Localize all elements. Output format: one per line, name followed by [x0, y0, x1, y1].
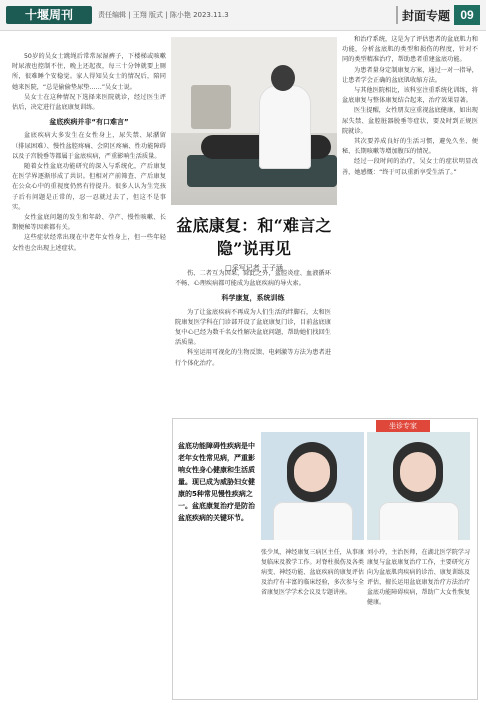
article-paragraph: 盆底疾病大多发生在女性身上，尿失禁、尿潴留（排尿困难）、慢性盆腔疼痛、会阴区疼痛、性功能障碍以及子宫脱垂等都属于盆底疾病，严重影响生活质量。: [12, 132, 166, 160]
article-title: 盆底康复：和“难言之隐”说再见: [176, 216, 332, 258]
face: [400, 452, 436, 492]
main-photo: [171, 37, 337, 205]
subheading: 盆底疾病并非“有口难言”: [49, 118, 129, 127]
headline-block: [171, 213, 337, 273]
article-paragraph: 为了让盆底疾病不再成为人们生活的绊脚石，太和医院康复医学科在门诊部开设了盆底康复门诊，目前盆底康复中心已经为数千名女性解决盆底问题，帮助她们找回生活质量。: [175, 308, 331, 347]
expert-bio-1: 张少凤，神经康复三病区主任，从事康复临床及教学工作。对脊柱损伤及各类病变、神经功能、盆底疾病的康复评估及治疗有丰富的临床经验，多次参与全省康复医学学术会议及专题讲座。: [261, 549, 364, 596]
expert-photo-2: [367, 432, 470, 540]
white-coat: [273, 502, 353, 540]
section-header: [396, 5, 480, 25]
article-column-2: [175, 269, 331, 429]
subheading: 科学康复，系统训练: [221, 294, 285, 303]
article-paragraph: 50岁的吴女士跳绳后常常尿湿裤子，下楼梯或咳嗽时尿液也控制不住，晚上还起夜，每三十分钟就要上厕所，很难睡个安稳觉。家人得知吴女士的情况后，陪同她来医院，“总是偷偷垫尿垫……”吴女士说。: [12, 53, 166, 91]
doctor-head: [271, 65, 295, 91]
expert-lead: 盆底功能障碍性疾病是中老年女性常见病，严重影响女性身心健康和生活质量。现已成为威胁妇女健康的5种常见慢性疾病之一。盆底康复治疗是防治盆底疾病的关键环节。: [178, 442, 255, 522]
article-paragraph: 女性盆底问题的发生和年龄、孕产、慢性咳嗽、长期便秘等因素都有关。: [12, 214, 166, 232]
white-coat: [379, 502, 459, 540]
expert-bio-2: 刘小玲，主治医师，在湖北医学院学习康复与盆底康复治疗工作，主要研究方向为盆底肌肉疾病的诊治、康复训练及评估，擅长运用盆底康复治疗方法治疗盆底功能障碍疾病，帮助广大女性恢复健康。: [367, 549, 470, 606]
article-paragraph: 随着女性盆底功能研究的深入与系统化，产后康复在医学界逐渐形成了共识。但相对产前筛查、产后康复在公众心中的重视度仍然有待提升。很多人认为生完孩子后有问题是正常的，忍一忍就过去了，但这不是事实。: [12, 163, 166, 211]
section-divider: [396, 6, 398, 24]
article-paragraph: 经过一段时间的治疗，吴女士的症状明显改善，她感慨：“终于可以重新享受生活了。”: [342, 158, 478, 176]
article-paragraph: 吴女士在这种情况下选择来医院就诊，经过医生评估后，决定进行盆底康复训练。: [12, 93, 166, 112]
doctor: [259, 85, 311, 169]
masthead: [6, 5, 229, 25]
section-title: 封面专题: [401, 8, 450, 23]
article-paragraph: 科室运用可视化的生物反馈、电刺激等方法为患者进行个体化治疗。: [175, 349, 331, 367]
page-header: [0, 0, 486, 31]
face: [294, 452, 330, 492]
article-column-1: [12, 52, 166, 692]
article-paragraph: 这些症状经常出现在中老年女性身上，但一些年轻女性也会出现上述症状。: [12, 234, 166, 252]
expert-tag: 坐诊专家: [376, 420, 430, 432]
article-paragraph: 和治疗系统，这是为了评估患者的盆底肌力和功能，分析盆底肌的类型和损伤的程度，针对不同的类型精准治疗，帮助患者重建盆底功能。: [342, 36, 478, 64]
article-paragraph: 伤、二者互为因果，除此之外，盆腔炎症、血液循环不畅、心理疾病都可能成为盆底疾病的导火索。: [175, 270, 331, 288]
editor-meta: 责任编辑 | 王翔 版式 | 陈小艳 2023.11.3: [98, 11, 229, 19]
article-paragraph: 与其他医院相比，该科室注重系统化训练，将盆底康复与整体康复结合起来，治疗效果显著。: [342, 87, 478, 105]
article-paragraph: 为患者量身定制康复方案，通过一对一指导，让患者学会正确的盆底肌收缩方法。: [342, 66, 478, 84]
therapy-device: [191, 85, 231, 129]
page-number: 09: [454, 5, 480, 25]
byline: □采写记者 于子涵: [225, 264, 283, 272]
article-paragraph: 其次要养成良好的生活习惯，避免久坐、便秘、长期咳嗽等增加腹压的情况。: [342, 138, 478, 156]
expert-photo-1: [261, 432, 364, 540]
brand-logo: 十堰周刊: [6, 6, 92, 24]
article-paragraph: 医生提醒，女性朋友应重视盆底健康，如出现尿失禁、盆腔脏器脱垂等症状，要及时到正规医院就诊。: [342, 107, 478, 135]
